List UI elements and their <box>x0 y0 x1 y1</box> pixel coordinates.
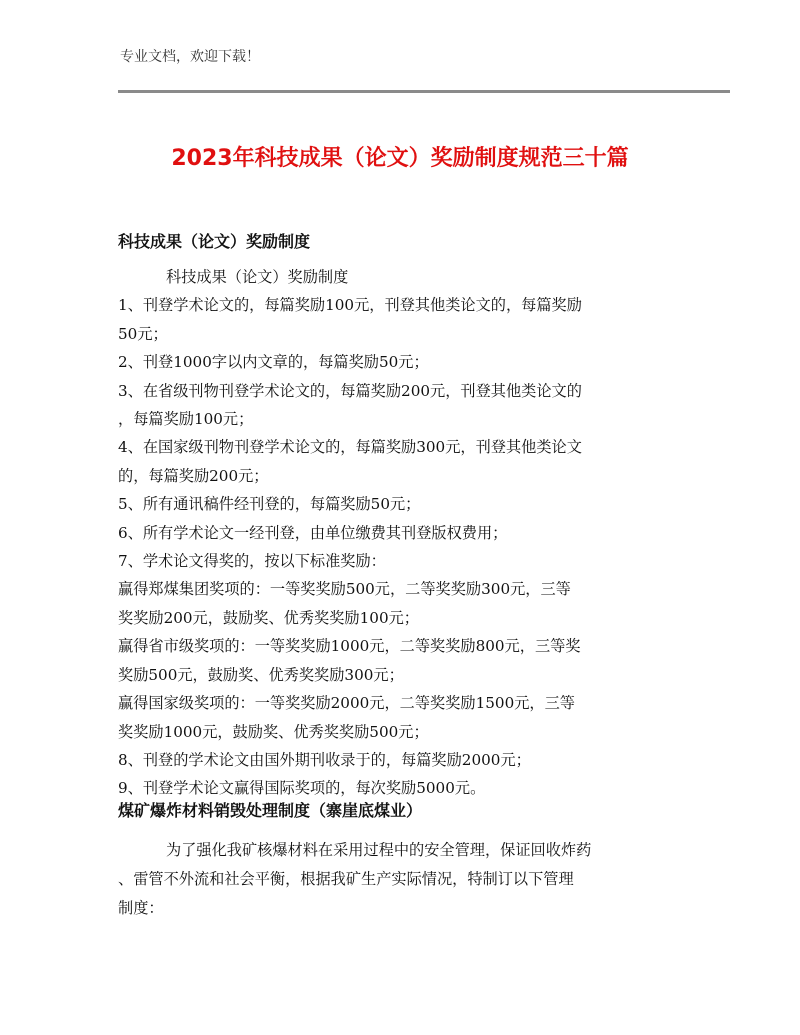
paragraph-line: 1、刊登学术论文的，每篇奖励100元，刊登其他类论文的，每篇奖励 <box>118 296 582 315</box>
paragraph-line: 2、刊登1000字以内文章的，每篇奖励50元； <box>118 353 429 372</box>
paragraph-line: 奖励500元，鼓励奖、优秀奖奖励300元； <box>118 665 404 684</box>
paragraph-line: 3、在省级刊物刊登学术论文的，每篇奖励200元，刊登其他类论文的 <box>118 381 582 400</box>
paragraph-line: 赢得国家级奖项的：一等奖奖励2000元，二等奖奖励1500元，三等 <box>118 694 575 713</box>
paragraph-line: 4、在国家级刊物刊登学术论文的，每篇奖励300元，刊登其他类论文 <box>118 438 582 457</box>
paragraph-line: 、雷管不外流和社会平衡，根据我矿生产实际情况，特制订以下管理 <box>118 870 574 888</box>
paragraph-line: 赢得省市级奖项的：一等奖奖励1000元，二等奖奖励800元，三等奖 <box>118 637 581 656</box>
paragraph-line: 为了强化我矿核爆材料在采用过程中的安全管理，保证回收炸药 <box>166 841 592 859</box>
paragraph-line: 的，每篇奖励200元； <box>118 466 269 485</box>
paragraph-line: 50元； <box>118 324 168 343</box>
paragraph-line: 奖奖励1000元，鼓励奖、优秀奖奖励500元； <box>118 722 429 741</box>
paragraph-line: ，每篇奖励100元； <box>118 410 254 429</box>
paragraph-line: 科技成果（论文）奖励制度 <box>166 268 349 286</box>
paragraph-line: 6、所有学术论文一经刊登，由单位缴费其刊登版权费用； <box>118 523 508 542</box>
section-heading-1: 科技成果（论文）奖励制度 <box>118 232 311 251</box>
section-2-body <box>118 836 684 923</box>
paragraph-line: 5、所有通讯稿件经刊登的，每篇奖励50元； <box>118 495 421 514</box>
paragraph-line: 赢得郑煤集团奖项的：一等奖奖励500元，二等奖奖励300元，三等 <box>118 580 571 599</box>
header-note: 专业文档，欢迎下载！ <box>120 49 260 65</box>
paragraph-line: 制度： <box>118 899 164 917</box>
paragraph-line: 8、刊登的学术论文由国外期刊收录于的，每篇奖励2000元； <box>118 750 531 769</box>
paragraph-line: 奖奖励200元，鼓励奖、优秀奖奖励100元； <box>118 608 419 627</box>
section-1-body <box>118 263 684 803</box>
paragraph-line: 9、刊登学术论文赢得国际奖项的，每次奖励5000元。 <box>118 779 486 798</box>
header-divider <box>118 90 730 93</box>
section-heading-2: 煤矿爆炸材料销毁处理制度（寨崖底煤业） <box>118 801 423 820</box>
document-title: 2023年科技成果（论文）奖励制度规范三十篇 <box>171 146 629 171</box>
paragraph-line: 7、学术论文得奖的，按以下标准奖励： <box>118 552 386 571</box>
